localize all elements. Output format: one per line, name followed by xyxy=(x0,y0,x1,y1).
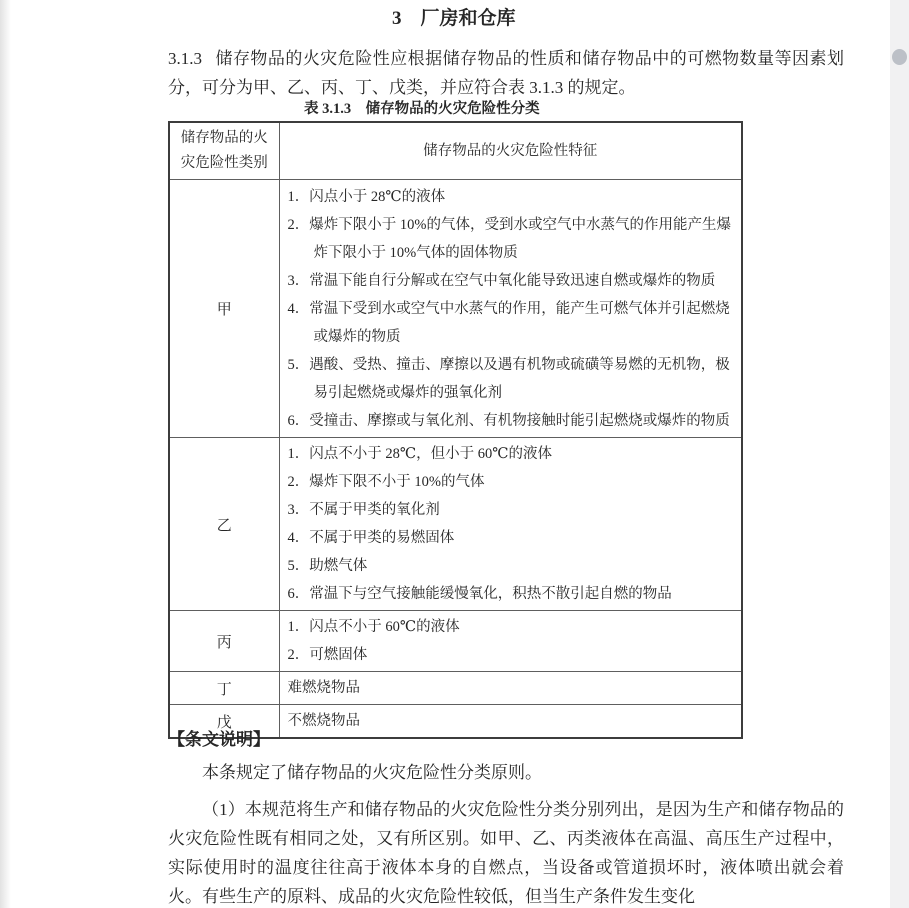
commentary-paragraph: 本条规定了储存物品的火灾危险性分类原则。 xyxy=(202,763,542,782)
hazard-classification-table xyxy=(168,121,743,739)
commentary-section xyxy=(168,729,844,908)
features-cell xyxy=(279,180,742,438)
header-features: 储存物品的火灾危险性特征 xyxy=(279,122,742,180)
feature-item: 5．助燃气体 xyxy=(287,558,368,574)
features-cell xyxy=(279,438,742,611)
feature-item: 5．遇酸、受热、撞击、摩擦以及遇有机物或硫磺等易燃的无机物，极易引起燃烧或爆炸的强氧化剂 xyxy=(287,356,730,401)
page-edge-shadow xyxy=(0,0,11,908)
scrollbar-track[interactable] xyxy=(890,0,909,908)
table-row xyxy=(169,611,742,672)
table-row xyxy=(169,180,742,438)
feature-item: 3．常温下能自行分解或在空气中氧化能导致迅速自燃或爆炸的物质 xyxy=(287,272,716,289)
feature-item: 不燃烧物品 xyxy=(287,713,360,729)
feature-item: 1．闪点小于 28℃的液体 xyxy=(287,188,446,205)
feature-item: 2．爆炸下限不小于 10%的气体 xyxy=(287,474,485,490)
table-row xyxy=(169,672,742,705)
scrollbar-thumb[interactable] xyxy=(892,49,907,65)
feature-item: 难燃烧物品 xyxy=(287,680,360,696)
chapter-title: 3 厂房和仓库 xyxy=(392,8,516,29)
clause-number: 3.1.3 xyxy=(168,49,202,68)
table-row xyxy=(169,438,742,611)
feature-item: 1．闪点不小于 60℃的液体 xyxy=(287,619,460,635)
category-cell: 丁 xyxy=(169,672,279,705)
clause-text: 储存物品的火灾危险性应根据储存物品的性质和储存物品中的可燃物数量等因素划分，可分为甲、乙、丙、丁、戊类，并应符合表 3.1.3 的规定。 xyxy=(168,49,844,97)
table-header-row xyxy=(169,122,742,180)
features-cell xyxy=(279,611,742,672)
category-cell: 丙 xyxy=(169,611,279,672)
feature-item: 2．可燃固体 xyxy=(287,647,368,663)
commentary-paragraph: （1）本规范将生产和储存物品的火灾危险性分类分别列出，是因为生产和储存物品的火灾危险性既有相同之处，又有所区别。如甲、乙、丙类液体在高温、高压生产过程中，实际使用时的温度往往高于液体本身的自燃点，当设备或管道损坏时，液体喷出就会着火。有些生产的原料、成品的火灾危险性较低，但当生产条件发生变化 xyxy=(168,800,844,906)
features-cell xyxy=(279,672,742,705)
feature-item: 4．不属于甲类的易燃固体 xyxy=(287,530,455,546)
commentary-heading: 【条文说明】 xyxy=(168,730,270,749)
feature-item: 6．常温下与空气接触能缓慢氧化，积热不散引起自燃的物品 xyxy=(287,586,672,602)
feature-item: 2．爆炸下限小于 10%的气体，受到水或空气中水蒸气的作用能产生爆炸下限小于 10%气体的固体物质 xyxy=(287,216,731,261)
header-category: 储存物品的火灾危险性类别 xyxy=(169,122,279,180)
page-content xyxy=(168,0,844,908)
category-cell: 乙 xyxy=(169,438,279,611)
clause-3-1-3 xyxy=(168,44,844,102)
feature-item: 3．不属于甲类的氧化剂 xyxy=(287,502,440,518)
table-caption: 表 3.1.3 储存物品的火灾危险性分类 xyxy=(304,101,540,117)
table-body xyxy=(169,180,742,739)
feature-item: 1．闪点不小于 28℃，但小于 60℃的液体 xyxy=(287,446,552,462)
category-cell: 戊 xyxy=(169,705,279,739)
category-cell: 甲 xyxy=(169,180,279,438)
feature-item: 6．受撞击、摩擦或与氧化剂、有机物接触时能引起燃烧或爆炸的物质 xyxy=(287,412,730,429)
feature-item: 4．常温下受到水或空气中水蒸气的作用，能产生可燃气体并引起燃烧或爆炸的物质 xyxy=(287,300,730,345)
